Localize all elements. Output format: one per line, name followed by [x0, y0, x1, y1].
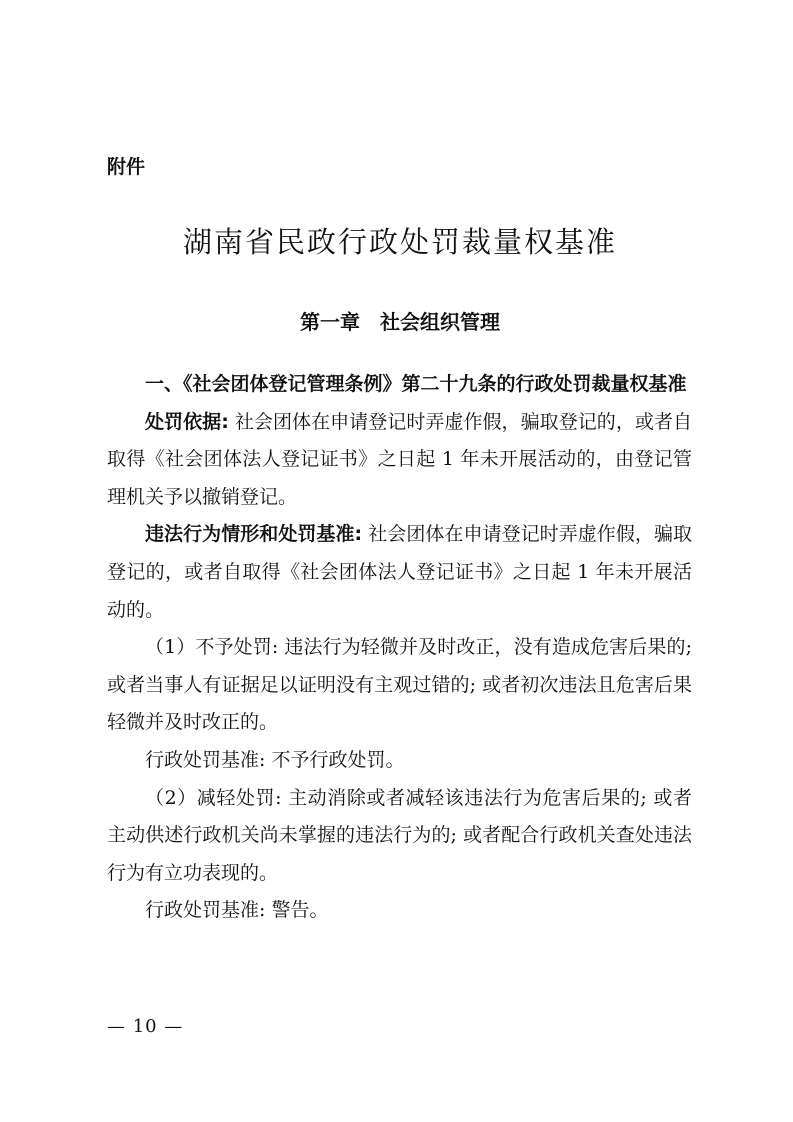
violation-standard-label: 违法行为情形和处罚基准:: [145, 523, 363, 546]
penalty-basis-label: 处罚依据:: [145, 410, 229, 433]
page-number: — 10 —: [107, 1016, 184, 1037]
document-title: 湖南省民政行政处罚裁量权基准: [182, 225, 617, 259]
item-reduced-penalty: （2）减轻处罚: 主动消除或者减轻该违法行为危害后果的; 或者主动供述行政机关尚未掌握的违法行为的; 或者配合行政机关查处违法行为有立功表现的。: [107, 786, 692, 884]
item-no-penalty-standard: 行政处罚基准: 不予行政处罚。: [145, 748, 405, 771]
penalty-basis-paragraph: [107, 404, 692, 517]
document-body: [107, 366, 692, 930]
penalty-basis-text: 社会团体在申请登记时弄虚作假，骗取登记的，或者自取得《社会团体法人登记证书》之日起 1 年未开展活动的，由登记管理机关予以撤销登记。: [107, 410, 692, 508]
violation-standard-paragraph: [107, 516, 692, 629]
violation-standard-text: 社会团体在申请登记时弄虚作假，骗取登记的，或者自取得《社会团体法人登记证书》之日起 1 年未开展活动的。: [107, 523, 692, 621]
attachment-label: 附件: [107, 156, 146, 178]
section-heading: 一、《社会团体登记管理条例》第二十九条的行政处罚裁量权基准: [145, 373, 687, 395]
item-no-penalty: （1）不予处罚: 违法行为轻微并及时改正，没有造成危害后果的; 或者当事人有证据足以证明没有主观过错的; 或者初次违法且危害后果轻微并及时改正的。: [107, 636, 692, 734]
item-reduced-penalty-standard: 行政处罚基准: 警告。: [145, 899, 329, 922]
chapter-heading: 第一章 社会组织管理: [300, 310, 500, 334]
